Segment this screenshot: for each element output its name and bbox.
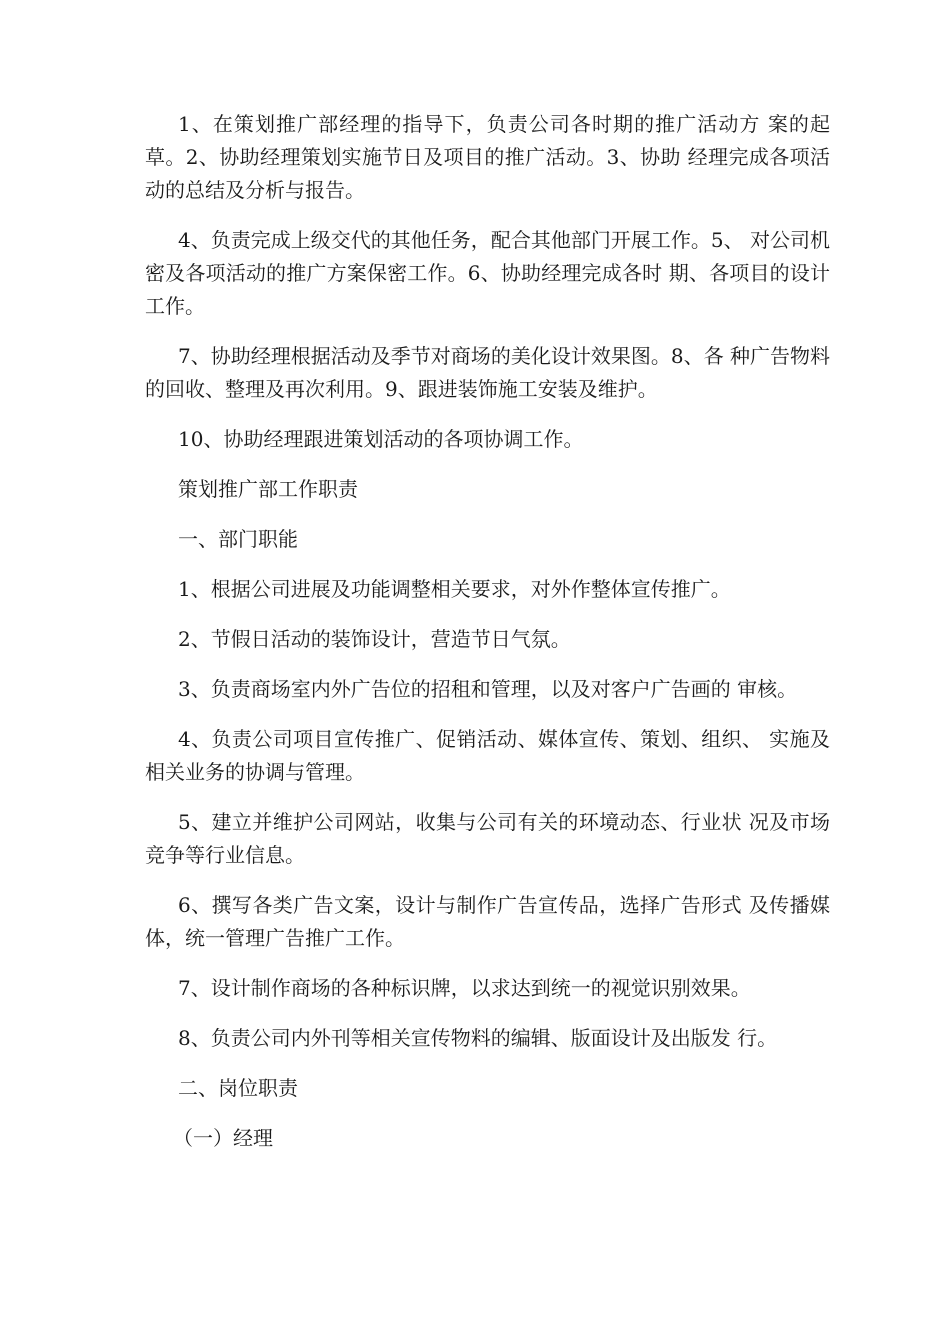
paragraph-duties-1-3: 1、在策划推广部经理的指导下，负责公司各时期的推广活动方 案的起草。2、协助经理策划实施节日及项目的推广活动。3、协助 经理完成各项活动的总结及分析与报告。: [145, 112, 830, 202]
function-item-5: 5、建立并维护公司网站，收集与公司有关的环境动态、行业状 况及市场竞争等行业信息。: [145, 810, 830, 867]
paragraph-duty-10: 10、协助经理跟进策划活动的各项协调工作。: [178, 427, 584, 451]
paragraph-duties-4-6: 4、负责完成上级交代的其他任务，配合其他部门开展工作。5、 对公司机密及各项活动的推广方案保密工作。6、协助经理完成各时 期、各项目的设计工作。: [145, 228, 830, 318]
function-item-6: 6、撰写各类广告文案，设计与制作广告宣传品，选择广告形式 及传播媒体，统一管理广告推广工作。: [145, 893, 830, 950]
document-body: [145, 108, 830, 1172]
function-item-7: 7、设计制作商场的各种标识牌，以求达到统一的视觉识别效果。: [178, 976, 751, 1000]
function-item-3: 3、负责商场室内外广告位的招租和管理，以及对客户广告画的 审核。: [178, 677, 798, 701]
function-item-2: 2、节假日活动的装饰设计，营造节日气氛。: [178, 627, 571, 651]
paragraph-duties-7-9: 7、协助经理根据活动及季节对商场的美化设计效果图。8、各 种广告物料的回收、整理及再次利用。9、跟进装饰施工安装及维护。: [145, 344, 830, 401]
function-item-4: 4、负责公司项目宣传推广、促销活动、媒体宣传、策划、组织、 实施及相关业务的协调与管理。: [145, 727, 830, 784]
function-item-8: 8、负责公司内外刊等相关宣传物料的编辑、版面设计及出版发 行。: [178, 1026, 778, 1050]
section-heading-department-functions: 一、部门职能: [178, 527, 298, 551]
subsection-heading-manager: （一）经理: [173, 1126, 273, 1150]
section-heading-position-duties: 二、岗位职责: [178, 1076, 298, 1100]
function-item-1: 1、根据公司进展及功能调整相关要求，对外作整体宣传推广。: [178, 577, 731, 601]
section-title-department-duties: 策划推广部工作职责: [178, 477, 358, 501]
